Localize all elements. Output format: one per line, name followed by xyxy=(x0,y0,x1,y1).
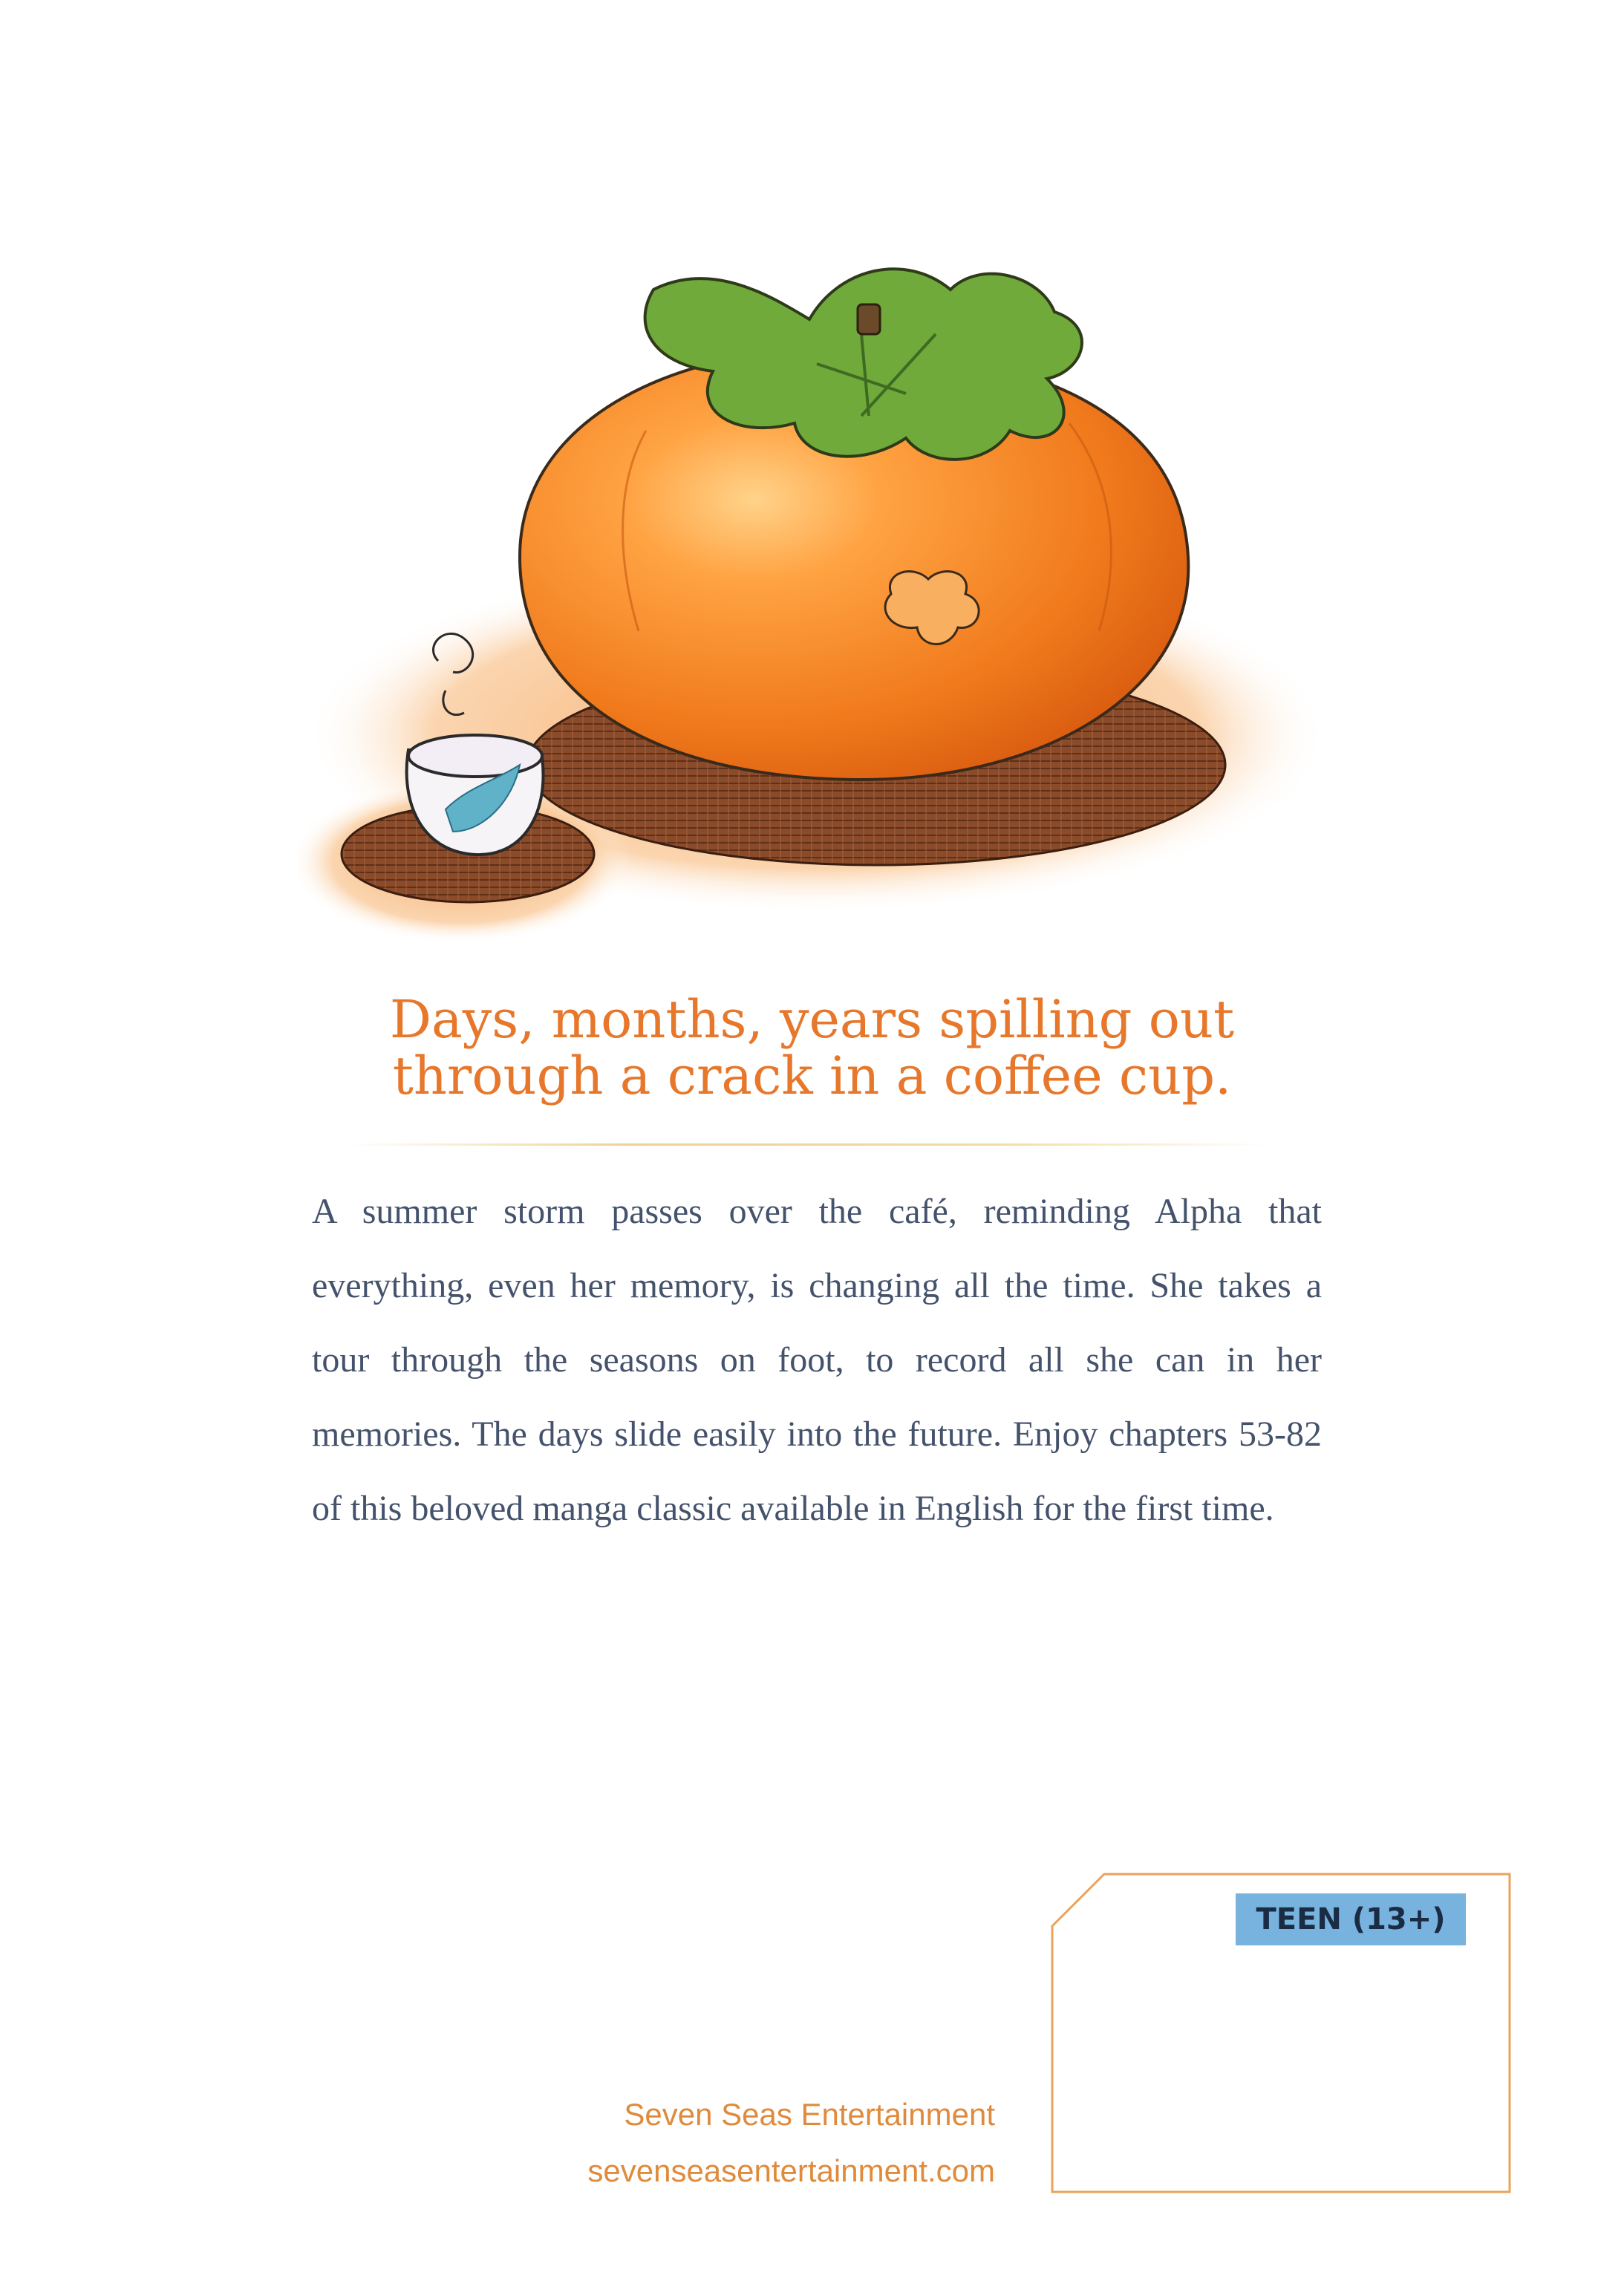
tagline-line-2: through a crack in a coffee cup. xyxy=(392,1045,1232,1106)
publisher-name: Seven Seas Entertainment xyxy=(624,2097,995,2132)
persimmon-illustration xyxy=(297,245,1351,950)
divider xyxy=(349,1143,1270,1146)
publisher-info xyxy=(446,2086,995,2199)
tagline xyxy=(223,991,1401,1104)
rating-badge: TEEN (13+) xyxy=(1236,1893,1466,1945)
synopsis-text: A summer storm passes over the café, reminding Alpha that everything, even her memory, is changing all the time. She takes a tour through the seasons on foot, to record all she can in her memories. The days slide easily into the future. Enjoy chapters 53-82 of this beloved manga classic available in English for the first time. xyxy=(312,1192,1322,1528)
publisher-website: sevenseasentertainment.com xyxy=(587,2153,995,2188)
tagline-line-1: Days, months, years spilling out xyxy=(389,989,1235,1050)
